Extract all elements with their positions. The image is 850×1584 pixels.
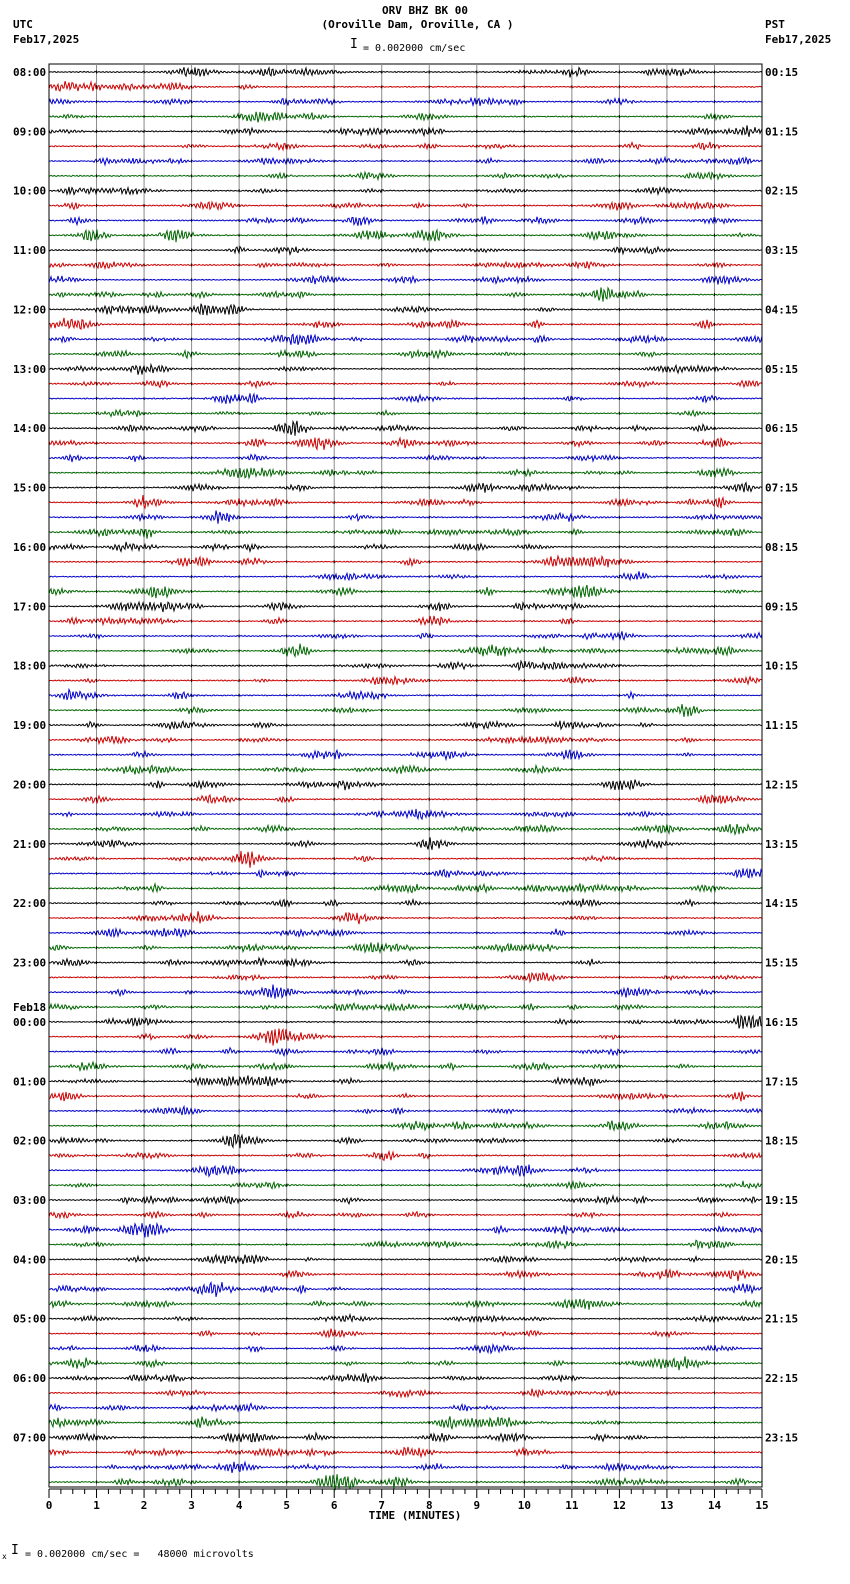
trace-line bbox=[49, 1416, 762, 1429]
scale-text: = 0.002000 cm/sec bbox=[363, 43, 466, 54]
left-hour-label: 20:00 bbox=[13, 778, 47, 792]
trace-line bbox=[49, 942, 762, 952]
trace-line bbox=[49, 187, 762, 194]
x-tick-label: 7 bbox=[378, 1499, 386, 1512]
trace-line bbox=[49, 1092, 762, 1102]
right-hour-label: 20:15 bbox=[765, 1253, 799, 1267]
trace-line bbox=[49, 304, 762, 316]
trace-line bbox=[49, 1134, 762, 1148]
trace-line bbox=[49, 261, 762, 268]
trace-line bbox=[49, 483, 762, 493]
trace-line bbox=[49, 1282, 762, 1297]
trace-line bbox=[49, 1062, 762, 1070]
right-hour-label: 17:15 bbox=[765, 1075, 799, 1089]
trace-line bbox=[49, 1255, 762, 1264]
trace-line bbox=[49, 410, 762, 417]
x-tick-label: 10 bbox=[517, 1499, 531, 1512]
left-hour-label: 15:00 bbox=[13, 481, 47, 495]
trace-line bbox=[49, 1299, 762, 1310]
trace-line bbox=[49, 704, 762, 717]
trace-line bbox=[49, 1329, 762, 1337]
trace-line bbox=[49, 157, 762, 164]
right-hour-label: 14:15 bbox=[765, 897, 799, 911]
right-hour-label: 23:15 bbox=[765, 1431, 799, 1445]
trace-line bbox=[49, 824, 762, 834]
right-hour-label: 09:15 bbox=[765, 600, 799, 614]
date-change-label: Feb18 bbox=[13, 1001, 47, 1014]
trace-line bbox=[49, 631, 762, 639]
left-hour-label: 19:00 bbox=[13, 719, 47, 733]
trace-line bbox=[49, 381, 762, 388]
x-tick-label: 15 bbox=[755, 1499, 769, 1512]
trace-line bbox=[49, 1269, 762, 1281]
x-tick-label: 1 bbox=[93, 1499, 100, 1512]
trace-line bbox=[49, 689, 762, 699]
right-hour-label: 22:15 bbox=[765, 1372, 799, 1386]
right-hour-label: 18:15 bbox=[765, 1134, 799, 1148]
right-hour-label: 08:15 bbox=[765, 540, 799, 554]
left-hour-label: 04:00 bbox=[13, 1253, 47, 1267]
right-hour-label: 06:15 bbox=[765, 422, 799, 436]
trace-line bbox=[49, 542, 762, 551]
trace-line bbox=[49, 736, 762, 744]
trace-line bbox=[49, 1356, 762, 1370]
right-hour-label: 04:15 bbox=[765, 303, 799, 317]
trace-line bbox=[49, 1165, 762, 1177]
x-tick-label: 0 bbox=[45, 1499, 53, 1512]
trace-line bbox=[49, 571, 762, 580]
trace-line bbox=[49, 455, 762, 462]
trace-line bbox=[49, 837, 762, 849]
trace-line bbox=[49, 67, 762, 77]
trace-line bbox=[49, 216, 762, 225]
trace-line bbox=[49, 318, 762, 329]
trace-line bbox=[49, 911, 762, 924]
trace-line bbox=[49, 585, 762, 598]
trace-line bbox=[49, 1196, 762, 1204]
trace-line bbox=[49, 899, 762, 907]
trace-line bbox=[49, 98, 762, 106]
left-hour-label: 08:00 bbox=[13, 66, 47, 79]
trace-line bbox=[49, 125, 762, 136]
station-location: (Oroville Dam, Oroville, CA ) bbox=[321, 18, 514, 31]
right-hour-label: 03:15 bbox=[765, 244, 799, 258]
right-hour-label: 02:15 bbox=[765, 184, 799, 198]
right-date: Feb17,2025 bbox=[765, 33, 832, 46]
trace-line bbox=[49, 883, 762, 892]
trace-line bbox=[49, 172, 762, 179]
right-hour-label: 11:15 bbox=[765, 719, 799, 733]
left-hour-label: 14:00 bbox=[13, 422, 47, 436]
trace-line bbox=[49, 780, 762, 791]
trace-line bbox=[49, 142, 762, 150]
x-tick-label: 12 bbox=[612, 1499, 627, 1512]
trace-line bbox=[49, 1048, 762, 1056]
x-axis-label: TIME (MINUTES) bbox=[368, 1509, 462, 1522]
footer-scale-bar-icon: I bbox=[11, 1543, 19, 1558]
footer-mark: x bbox=[2, 1552, 7, 1561]
footer-scale-text: = 0.002000 cm/sec = 48000 microvolts bbox=[25, 1549, 254, 1560]
trace-line bbox=[49, 1223, 762, 1237]
x-tick-label: 13 bbox=[660, 1499, 674, 1512]
trace-line bbox=[49, 421, 762, 436]
trace-line bbox=[49, 1404, 762, 1412]
right-hour-label: 16:15 bbox=[765, 1015, 799, 1029]
x-tick-label: 6 bbox=[330, 1499, 338, 1512]
trace-line bbox=[49, 1152, 762, 1161]
trace-line bbox=[49, 1373, 762, 1383]
trace-line bbox=[49, 1462, 762, 1473]
trace-line bbox=[49, 1107, 762, 1115]
trace-line bbox=[49, 765, 762, 774]
trace-line bbox=[49, 958, 762, 966]
trace-line bbox=[49, 677, 762, 685]
left-hour-label: 10:00 bbox=[13, 184, 47, 198]
left-hour-label: 17:00 bbox=[13, 600, 47, 614]
trace-line bbox=[49, 1121, 762, 1130]
right-hour-label: 01:15 bbox=[765, 125, 799, 139]
trace-line bbox=[49, 661, 762, 670]
left-hour-label: 05:00 bbox=[13, 1312, 47, 1326]
trace-line bbox=[49, 1447, 762, 1457]
trace-line bbox=[49, 721, 762, 730]
trace-line bbox=[49, 750, 762, 760]
right-hour-label: 15:15 bbox=[765, 956, 799, 970]
left-hour-label: 13:00 bbox=[13, 362, 47, 376]
trace-line bbox=[49, 287, 762, 301]
left-date: Feb17,2025 bbox=[13, 33, 80, 46]
trace-line bbox=[49, 81, 762, 91]
right-hour-label: 13:15 bbox=[765, 837, 799, 851]
trace-line bbox=[49, 393, 762, 404]
right-hour-label: 10:15 bbox=[765, 659, 799, 673]
right-hour-label: 12:15 bbox=[765, 778, 799, 792]
right-hour-label: 19:15 bbox=[765, 1194, 799, 1207]
left-hour-label: 11:00 bbox=[13, 244, 47, 258]
x-tick-label: 5 bbox=[283, 1499, 290, 1512]
left-hour-label: 07:00 bbox=[13, 1431, 47, 1445]
trace-line bbox=[49, 350, 762, 358]
trace-line bbox=[49, 644, 762, 657]
left-hour-label: 01:00 bbox=[13, 1075, 47, 1089]
trace-line bbox=[49, 851, 762, 868]
x-tick-label: 11 bbox=[565, 1499, 579, 1512]
trace-line bbox=[49, 1211, 762, 1218]
left-hour-label: 18:00 bbox=[13, 659, 47, 673]
x-tick-label: 14 bbox=[707, 1499, 722, 1512]
trace-line bbox=[49, 438, 762, 450]
left-hour-label: 03:00 bbox=[13, 1194, 47, 1207]
trace-line bbox=[49, 1029, 762, 1046]
left-hour-label: 12:00 bbox=[13, 303, 47, 317]
x-tick-label: 8 bbox=[425, 1499, 433, 1512]
trace-line bbox=[49, 1003, 762, 1010]
trace-line bbox=[49, 334, 762, 344]
trace-line bbox=[49, 202, 762, 210]
left-hour-label: 23:00 bbox=[13, 956, 47, 970]
trace-line bbox=[49, 1315, 762, 1322]
x-tick-label: 3 bbox=[188, 1499, 195, 1512]
right-hour-label: 21:15 bbox=[765, 1312, 799, 1326]
trace-line bbox=[49, 928, 762, 937]
chart-title: ORV BHZ BK 00 bbox=[381, 4, 469, 17]
trace-line bbox=[49, 1181, 762, 1189]
right-timezone: PST bbox=[765, 18, 785, 31]
trace-line bbox=[49, 973, 762, 982]
trace-line bbox=[49, 1345, 762, 1353]
trace-line bbox=[49, 616, 762, 626]
left-hour-label: 02:00 bbox=[13, 1134, 47, 1148]
left-hour-label: 16:00 bbox=[13, 540, 47, 554]
trace-line bbox=[49, 1389, 762, 1398]
trace-line bbox=[49, 556, 762, 567]
trace-line bbox=[49, 495, 762, 508]
trace-line bbox=[49, 1433, 762, 1442]
trace-line bbox=[49, 529, 762, 539]
trace-line bbox=[49, 1474, 762, 1490]
trace-line bbox=[49, 247, 762, 255]
trace-line bbox=[49, 468, 762, 478]
trace-line bbox=[49, 985, 762, 999]
trace-line bbox=[49, 230, 762, 243]
left-hour-label: 06:00 bbox=[13, 1372, 47, 1386]
trace-line bbox=[49, 795, 762, 803]
trace-line bbox=[49, 868, 762, 877]
left-hour-label: 00:00 bbox=[13, 1015, 47, 1029]
left-hour-label: 21:00 bbox=[13, 837, 47, 851]
x-tick-label: 9 bbox=[473, 1499, 481, 1512]
x-tick-label: 2 bbox=[140, 1499, 148, 1512]
trace-line bbox=[49, 112, 762, 123]
scale-bar-icon: I bbox=[350, 37, 358, 52]
left-timezone: UTC bbox=[13, 18, 33, 31]
right-hour-label: 00:15 bbox=[765, 66, 799, 79]
left-hour-label: 22:00 bbox=[13, 897, 47, 911]
trace-line bbox=[49, 365, 762, 375]
trace-line bbox=[49, 602, 762, 612]
right-hour-label: 05:15 bbox=[765, 362, 799, 376]
trace-line bbox=[49, 1015, 762, 1028]
right-hour-label: 07:15 bbox=[765, 481, 799, 495]
trace-line bbox=[49, 511, 762, 524]
x-tick-label: 4 bbox=[235, 1499, 243, 1512]
trace-line bbox=[49, 1240, 762, 1248]
trace-line bbox=[49, 1075, 762, 1086]
trace-line bbox=[49, 809, 762, 819]
left-hour-label: 09:00 bbox=[13, 125, 47, 139]
trace-line bbox=[49, 276, 762, 285]
